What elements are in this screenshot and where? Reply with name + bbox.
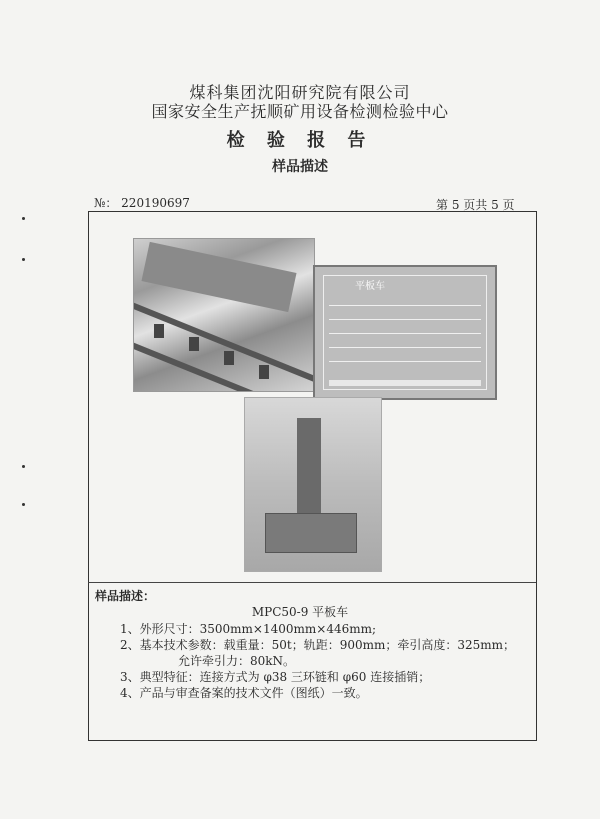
nameplate-title: 平板车 [355,281,385,292]
punch-hole-mark [22,465,25,468]
nameplate-photo [313,265,497,400]
organization-name: 煤科集团沈阳研究院有限公司 [189,83,411,102]
testing-center-name: 国家安全生产抚顺矿用设备检测检验中心 [151,102,449,121]
report-title: 检 验 报 告 [226,130,374,151]
section-divider [88,582,536,583]
description-line: 3、典型特征：连接方式为 φ38 三环链和 φ60 连接插销； [120,670,431,684]
description-label: 样品描述： [95,589,156,603]
report-number: №： 220190697 [94,196,190,210]
page-info: 第 5 页共 5 页 [436,198,515,212]
rail-car-photo [133,238,315,392]
description-line: 允许牵引力：80kN。 [178,654,296,668]
flat-car-photo [244,397,382,572]
punch-hole-mark [22,503,25,506]
description-line: 1、外形尺寸：3500mm×1400mm×446mm; [120,622,377,636]
report-subtitle: 样品描述 [272,159,328,175]
punch-hole-mark [22,258,25,261]
description-line: 2、基本技术参数：载重量：50t；轨距：900mm；牵引高度：325mm； [120,638,516,652]
product-model: MPC50-9 平板车 [251,605,349,619]
description-line: 4、产品与审查备案的技术文件（图纸）一致。 [120,686,368,700]
punch-hole-mark [22,217,25,220]
